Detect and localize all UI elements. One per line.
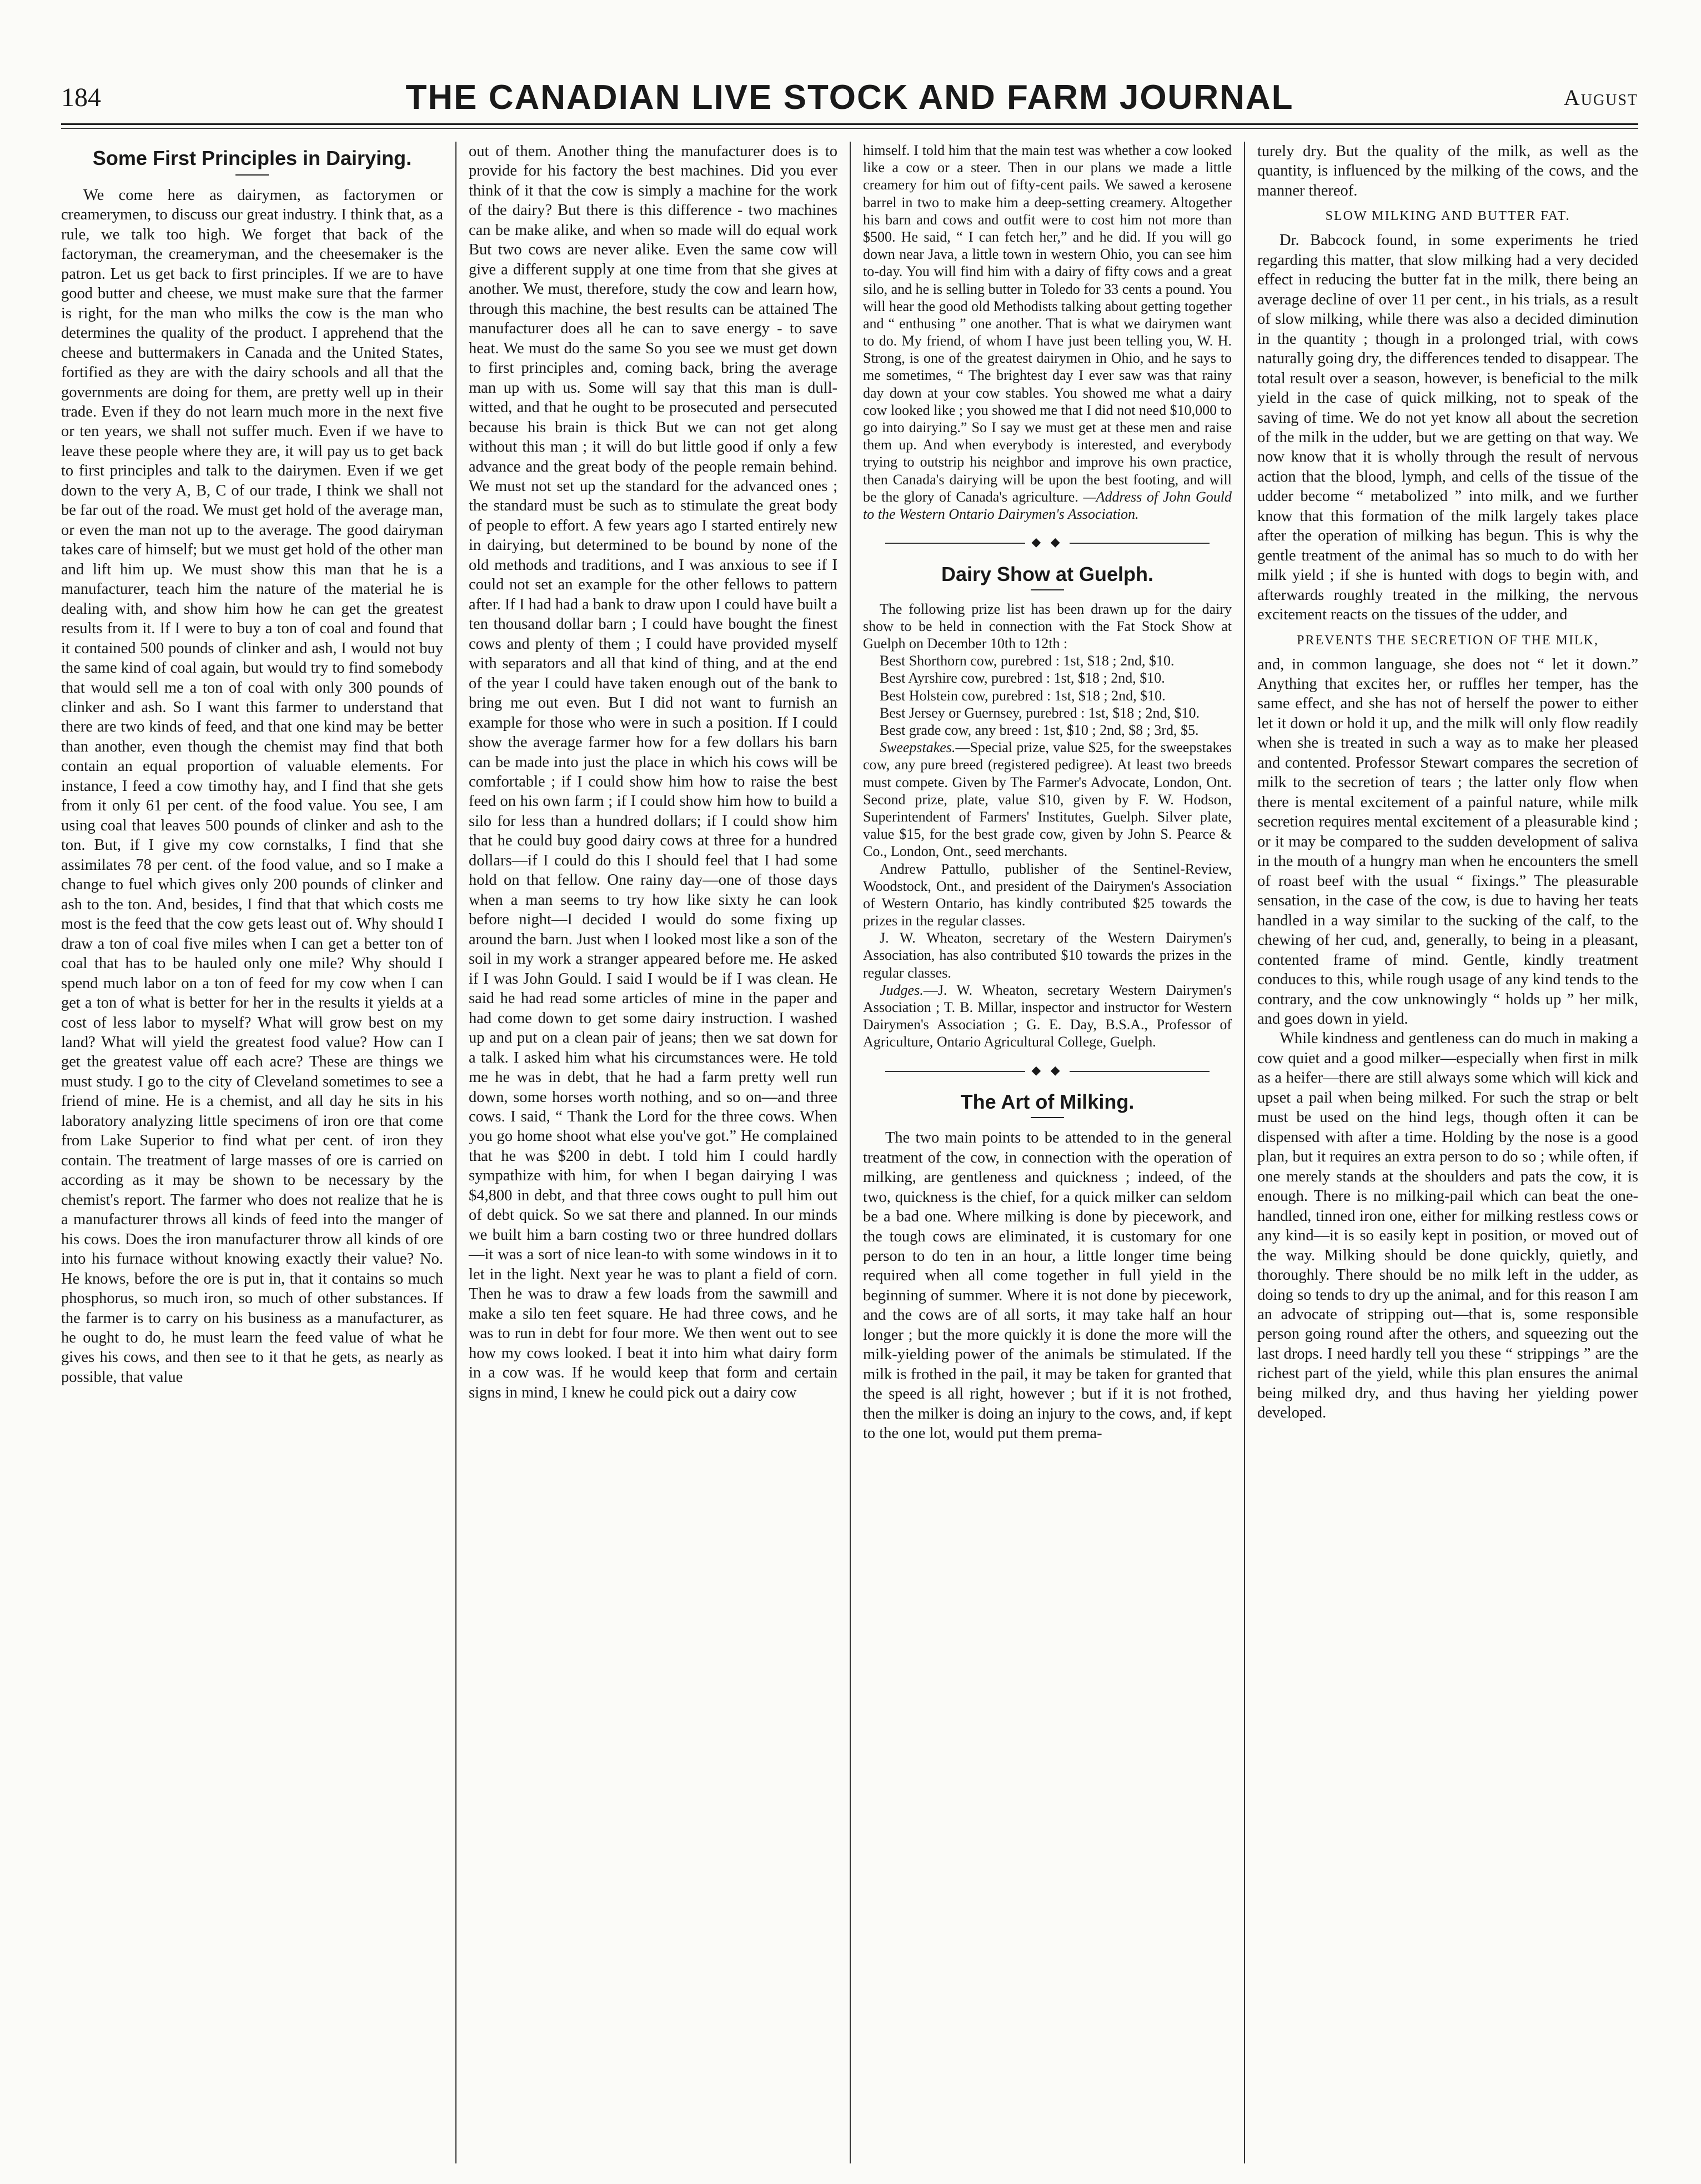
- article-paragraph: While kindness and gentleness can do much in making a cow quiet and a good milker—especially when first in milk as a heifer—there are still always some which will kick and upset a pail when being milked. For such the strap or belt must be used on the hind legs, though often it can be dispensed with after a time. Holding by the nose is a good plan, but it requires an extra person to do so ; while often, if one merely stands at the shoulders and pats the cow, it is enough. There is no milking-pail which can beat the one-handled, tinned iron one, either for milking restless cows or any kind—it is so easily kept in position, or moved out of the way. Milking should be done quickly, quietly, and thoroughly. There should be no milk left in the udder, as doing so tends to dry up the animal, and for this reason I am an advocate of stripping out—that is, some responsible person going round after the others, and squeezing out the last drops. I need hardly tell you these “ strippings ” are the richest part of the yield, while this plan ensures the animal being milked dry, and thus having her yielding power developed.: [1257, 1030, 1638, 1422]
- article-attribution: —Address of John Gould to the Western Ontario Dairymen's Association.: [863, 488, 1232, 522]
- section-separator: ◆ ◆: [863, 1063, 1232, 1078]
- issue-month: August: [1563, 85, 1638, 110]
- page-columns: [61, 142, 1638, 2163]
- article-paragraph: Andrew Pattullo, publisher of the Sentinel-Review, Woodstock, Ont., and president of the Dairymen's Association of Western Ontario, has kindly contributed $25 towards the prizes in the regular classes.: [863, 860, 1232, 929]
- title-rule: [1031, 589, 1064, 590]
- article-paragraph: J. W. Wheaton, secretary of the Western Dairymen's Association, has also contributed $10 towards the prizes in the regular classes.: [863, 930, 1232, 981]
- page-number: 184: [61, 83, 101, 112]
- article-title: Some First Principles in Dairying.: [92, 147, 412, 169]
- article-title: Dairy Show at Guelph.: [941, 562, 1154, 585]
- prize-item: Best Ayrshire cow, purebred : 1st, $18 ; 2nd, $10.: [880, 670, 1165, 687]
- prize-item: Best Shorthorn cow, purebred : 1st, $18 ; 2nd, $10.: [880, 653, 1175, 669]
- column-1: [61, 142, 455, 2163]
- journal-title: THE CANADIAN LIVE STOCK AND FARM JOURNAL: [405, 78, 1294, 117]
- article-paragraph: The following prize list has been drawn up for the dairy show to be held in connection with the Fat Stock Show at Guelph on December 10th to 12th :: [863, 600, 1232, 652]
- prize-item: Best grade cow, any breed : 1st, $10 ; 2nd, $8 ; 3rd, $5.: [880, 722, 1199, 739]
- prize-list: [863, 600, 1232, 1051]
- article-title: The Art of Milking.: [960, 1090, 1135, 1113]
- article-paragraph: The two main points to be attended to in the general treatment of the cow, in connection with the operation of milking, are gentleness and quickness ; indeed, of the two, quickness is the chief, for a quick milker can seldom be a bad one. Where milking is done by piecework, and the tough cows are eliminated, it is customary for one person to do ten in an hour, a little longer time being required when all come together in full yield in the beginning of summer. Where it is not done by piecework, and the cows are of all sorts, it may take half an hour longer ; but the more quickly it is done the more will the milk-yielding power of the animals be stimulated. If the milk is frothed in the pail, it may be taken for granted that the speed is all right, however ; but if it is not frothed, then the milker is doing an injury to the cows, and, if kept to the one lot, would put them prema-: [863, 1129, 1232, 1442]
- section-separator: ◆ ◆: [863, 535, 1232, 549]
- column-4: [1244, 142, 1638, 2163]
- article-paragraph: Dr. Babcock found, in some experiments he tried regarding this matter, that slow milking had a very decided effect in reducing the butter fat in the milk, there being an average decline of over 11 per cent., in his trials, as a result of slow milking, while there was also a decided diminution in the quantity ; though in a prolonged trial, with cows naturally going dry, the differences tended to disappear. The total result over a season, however, is beneficial to the milk yield in the case of quick milking, not to speak of the saving of time. We do not yet know all about the secretion of the milk in the udder, but we are getting on that way. We now know that it is wholly through the result of nervous action that the blood, lymph, and cells of the tissue of the udder become “ metabolized ” into milk, and we further know that this formation of the milk largely takes place after the operation of milking has begun. This is why the gentle treatment of the animal has so much to do with her milk yield ; if she is hunted with dogs to begin with, and afterwards roughly treated in the milking, the nervous excitement reacts on the tissues of the udder, and: [1257, 232, 1638, 624]
- article-paragraph: and, in common language, she does not “ let it down.” Anything that excites her, or ruffles her temper, has the same effect, and she has not of herself the power to either let it down or hold it up, and the milk will only flow readily when she is treated in such a way as to make her pleased and contented. Professor Stewart compares the secretion of milk to the secretion of tears ; the latter only flow when there is mental excitement of a painful nature, while milk secretion requires mental excitement of a pleasurable kind ; or it may be compared to the sudden development of saliva in the mouth of a hungry man when he encounters the smell of roast beef with the usual “ fixings.” The pleasurable sensation, in the case of the cow, is due to having her teats handled in a way similar to the sucking of the calf, to the chewing of her cud, and, generally, to being in a pleasant, contented frame of mind. Gentle, kindly treatment conduces to this, while rough usage of any kind tends to the contrary, and the cow unknowingly “ holds up ” her milk, and goes down in yield.: [1257, 655, 1638, 1028]
- article-paragraph: turely dry. But the quality of the milk, as well as the quantity, is influenced by the milking of the cows, and the manner thereof.: [1257, 143, 1638, 199]
- article-paragraph: himself. I told him that the main test was whether a cow looked like a cow or a steer. Then in our plans we made a little creamery for him out of fifty-cent pails. We sawed a kerosene barrel in two to make him a deep-setting creamery. Altogether his barn and cows and outfit were to cost him not more than $500. He said, “ I can fetch her,” and he did. If you will go down near Java, a little town in western Ohio, you can see him to-day. You will find him with a dairy of fifty cows and a great silo, and he is selling butter in Toledo for 33 cents a pound. You will hear the good old Methodists talking about getting together and “ enthusing ” one another. That is what we dairymen want to do. My friend, of whom I have just been telling you, W. H. Strong, is one of the greatest dairymen in Ohio, and he says to me sometimes, “ The brightest day I ever saw was that rainy day down at your cow stables. You showed me what a dairy cow looked like ; you showed me that I did not need $10,000 to go into dairying.” So I say we must get at these men and raise them up. And when everybody is interested, and everybody trying to outstrip his neighbor and improve his own practice, then Canada's dairying will be upon the best footing, and will be the glory of Canada's agriculture. —Address of John Gould to the Western Ontario Dairymen's Association.: [863, 142, 1232, 522]
- prize-item: Best Jersey or Guernsey, purebred : 1st, $18 ; 2nd, $10.: [880, 704, 1200, 721]
- masthead: [61, 72, 1638, 117]
- article-paragraph: out of them. Another thing the manufacturer does is to provide for his factory the best machines. Did you ever think of it that the cow is simply a machine for the work of the dairy? But there is this difference - two machines can be make alike, and when so made will do equal work But two cows are never alike. Even the same cow will give a different supply at one time from that she gives at another. We must, therefore, study the cow and learn how, through this machine, the best results can be attained The manufacturer does all he can to save energy - to save heat. We must do the same So you see we must get down to first principles and, coming back, bring the average man up with us. Some will say that this man is dull-witted, and that he ought to be prosecuted and persecuted because his brain is thick But we can not get along without this man ; it will do but little good if only a few advance and the great body of the people remain behind. We must not set up the standard for the advanced ones ; the standard must be such as to stimulate the great body of people to effort. A few years ago I started entirely new in dairying, but determined to be bound by none of the old methods and traditions, and I was anxious to see if I could not set an example for the other fellows to pattern after. If I had had a bank to draw upon I could have built a ten thousand dollar barn ; I could have bought the finest cows and plenty of them ; I could have provided myself with separators and all that kind of thing, and at the end of the year I could have taken enough out of the bank to bring me out even. But I did not want to furnish an example for those who were in such a position. If I could show the average farmer how for a few dollars his barn can be made into just the place in which his cows will be comfortable ; if I could show him how to raise the best feed on his own farm ; if I could show him how to build a silo for less than a hundred dollars; if I could show him that he could buy good dairy cows at three for a hundred dollars—if I could do this I should feel that I had some hold on that fellow. One rainy day—one of those days when a man seems to try how like sixty he can look before night—I decided I would do some fixing up around the barn. Just when I looked most like a son of the soil in my work a stranger appeared before me. He asked if I was John Gould. I said I would be if I was clean. He said he had read some articles of mine in the paper and had come down to get some dairy instruction. I washed up and put on a clean pair of jeans; then we sat down for a talk. I asked him what his circumstances were. He told me he was in debt, that he had a farm pretty well run down, some horses worth nothing, and so on—and three cows. I said, “ Thank the Lord for the three cows. When you go home shoot what else you've got.” He complained that he was $200 in debt. I told him I could hardly sympathize with him, for when I began dairying I was $4,800 in debt, and that three cows ought to pull him out of debt quick. So we sat there and planned. In our minds we built him a barn costing two or three hundred dollars—it was a sort of nice lean-to with some windows in it to let in the light. Next year he was to plant a field of corn. Then he was to draw a few loads from the sawmill and make a silo ten feet square. He had three cows, and he was to run in debt for four more. We then went out to see how my cows looked. I beat it into him what dairy form in a cow was. If he would keep that form and certain signs in mind, I knew he could pick out a dairy cow: [469, 143, 837, 1401]
- article-paragraph: Judges.—J. W. Wheaton, secretary Western Dairymen's Association ; T. B. Millar, inspector and instructor for Western Dairymen's Association ; G. E. Day, B.S.A., Professor of Agriculture, Ontario Agricultural College, Guelph.: [863, 981, 1232, 1050]
- title-rule: [235, 174, 269, 176]
- section-subhead: PREVENTS THE SECRETION OF THE MILK,: [1297, 633, 1599, 648]
- article-paragraph: Sweepstakes.—Special prize, value $25, for the sweepstakes cow, any pure breed (registered pedigree). At least two breeds must compete. Given by The Farmer's Advocate, London, Ont. Second prize, plate, value $10, given by F. W. Hodson, Superintendent of Farmers' Institutes, Guelph. Silver plate, value $15, for the best grade cow, given by John S. Pearce & Co., London, Ont., seed merchants.: [863, 739, 1232, 860]
- column-3: [850, 142, 1244, 2163]
- column-2: [455, 142, 850, 2163]
- header-rule: [61, 123, 1638, 129]
- prize-item: Best Holstein cow, purebred : 1st, $18 ; 2nd, $10.: [880, 687, 1166, 704]
- section-subhead: SLOW MILKING AND BUTTER FAT.: [1325, 209, 1570, 224]
- title-rule: [1031, 1117, 1064, 1118]
- article-paragraph: We come here as dairymen, as factorymen or creamerymen, to discuss our great industry. I think that, as a rule, we talk too high. We forget that back of the factoryman, the creameryman, and the cheesemaker is the patron. Let us get back to first principles. If we are to have good butter and cheese, we must make sure that the farmer is right, for the man who milks the cow is the man who determines the quality of the product. I apprehend that the cheese and buttermakers in Canada and the United States, fortified as they are with the dairy schools and all that the governments are doing for them, are pretty well up in their trade. Even if they do not learn much more in the next five or ten years, we shall not suffer much. Even if we have to leave these people where they are, it will pay us to get back to first principles and talk to the dairymen. Even if we get down to the very A, B, C of our trade, I think we shall not be far out of the road. We must get hold of the average man, or even the man not up to the average. The good dairyman takes care of himself; but we must get hold of the other man and lift him up. We must show this man that he is a manufacturer, teach him the nature of the material he is dealing with, and show him how he can get the greatest results from it. If I were to buy a ton of coal and found that it contained 500 pounds of clinker and ash, I would not buy the same kind of coal again, but would try to find somebody that would sell me a ton of coal with only 300 pounds of clinker and ash. So I want this farmer to understand that there are two kinds of feed, and that one kind may be better than another, even though the chemist may find that both contain an equal proportion of valuable elements. For instance, I feed a cow timothy hay, and I find that she gets from it only 61 per cent. of the food value. You see, I am using coal that leaves 500 pounds of clinker and ash to the ton. But, if I give my cow cornstalks, I find that she assimilates 78 per cent. of the food value, and so I make a change to fuel which gives only 200 pounds of clinker and ash to the ton. And, besides, I find that that which costs me most is the feed that the cow gets least out of. Why should I draw a ton of coal five miles when I can get a better ton of coal that has to be hauled only one mile? Why should I spend much labor on a ton of feed for my cow when I can get a ton of what is better for her in the results it yields at a cost of less labor to myself? What will grow best on my land? What will yield the greatest food value? How can I get the greatest value off each acre? These are things we must study. I go to the city of Cleveland sometimes to see a friend of mine. He is a chemist, and all day he sits in his laboratory analyzing little specimens of iron ore that come from Lake Superior to find what per cent. of iron they contain. The treatment of large masses of ore is carried on according as it may be shown to be necessary by the chemist's report. The farmer who does not realize that he is a manufacturer throws all kinds of feed into the manger of his cows. Does the iron manufacturer throw all kinds of ore into his furnace without knowing exactly their value? No. He knows, before the ore is put in, that it contains so much phosphorus, so much iron, so much of other substances. If the farmer is to carry on his business as a manufacturer, as he ought to do, he must learn the feed value of what he gives his cows, and then see to it that he gets, as nearly as possible, that value: [61, 186, 443, 1386]
